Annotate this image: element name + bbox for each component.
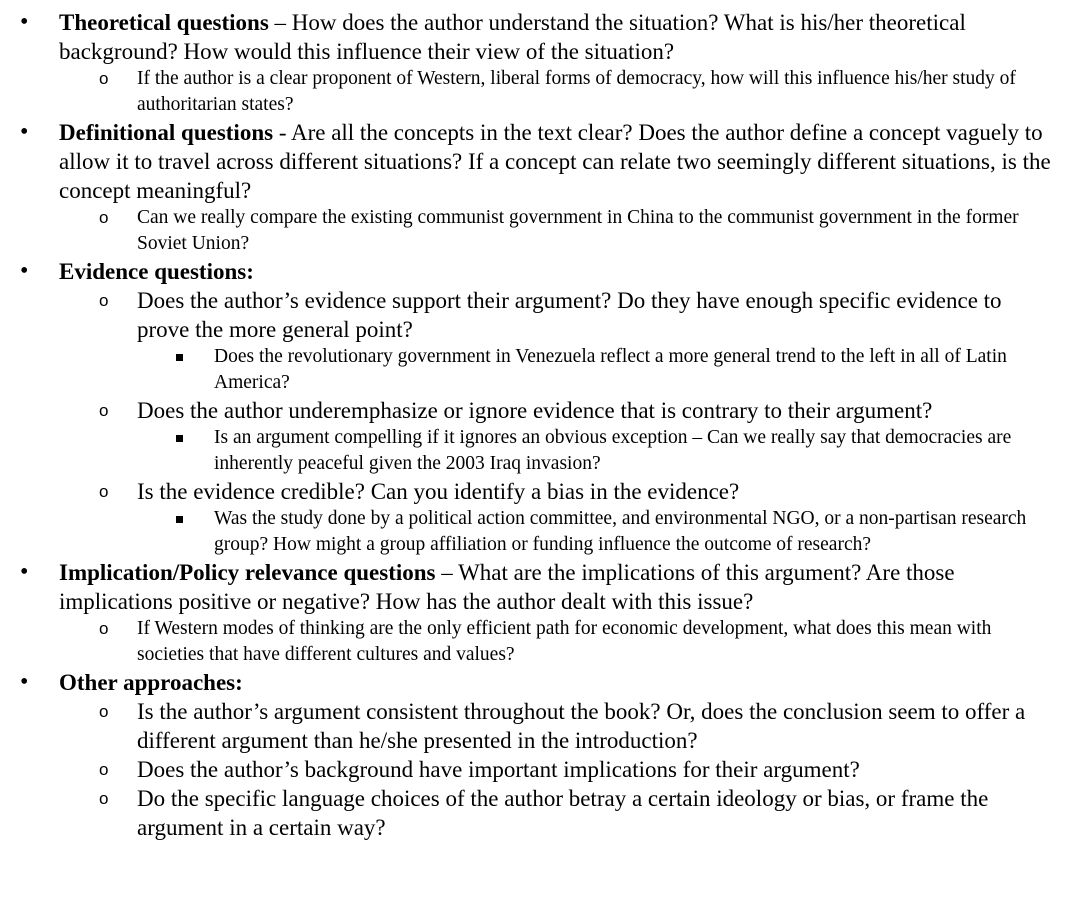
bullet-icon: • <box>20 258 29 284</box>
bullet-item <box>0 118 1074 205</box>
bullet-icon: • <box>20 9 29 35</box>
section-heading: Definitional questions <box>59 120 274 145</box>
sub-bullet-item <box>0 697 1074 755</box>
square-bullet-icon <box>176 435 183 442</box>
section-heading: Evidence questions: <box>59 259 254 284</box>
circle-bullet-icon: o <box>99 291 109 310</box>
bullet-icon: • <box>20 119 29 145</box>
sub-bullet-text: Is the author’s argument consistent throughout the book? Or, does the conclusion seem to offer a different argument than he/she presented in the introduction? <box>137 699 1026 753</box>
sub-bullet-text: Does the author’s evidence support their argument? Do they have enough specific evidence to prove the more general point? <box>137 288 1002 342</box>
square-bullet-icon <box>176 516 183 523</box>
sub-bullet-text: Does the author underemphasize or ignore evidence that is contrary to their argument? <box>137 398 933 423</box>
section-heading: Implication/Policy relevance questions <box>59 560 436 585</box>
sub-bullet-item <box>0 616 1074 668</box>
section-heading: Other approaches: <box>59 670 243 695</box>
sub-bullet-text: Can we really compare the existing communist government in China to the communist government in the former Soviet Union? <box>137 207 1019 254</box>
circle-bullet-icon: o <box>99 702 109 721</box>
sub-bullet-item <box>0 755 1074 784</box>
sub-bullet-item <box>0 286 1074 344</box>
bullet-icon: • <box>20 669 29 695</box>
square-bullet-text: Was the study done by a political action committee, and environmental NGO, or a non-partisan research group? How might a group affiliation or funding influence the outcome of research? <box>214 508 1027 555</box>
square-bullet-text: Does the revolutionary government in Venezuela reflect a more general trend to the left in all of Latin America? <box>214 346 1007 393</box>
square-bullet-text: Is an argument compelling if it ignores an obvious exception – Can we really say that democracies are inherently peaceful given the 2003 Iraq invasion? <box>214 427 1012 474</box>
bullet-icon: • <box>20 559 29 585</box>
sub-bullet-text: Do the specific language choices of the author betray a certain ideology or bias, or frame the argument in a certain way? <box>137 786 989 840</box>
section-text: – How does the author understand the situation? What is his/her theoretical background? How would this influence their view of the situation? <box>59 10 966 64</box>
sub-bullet-text: If Western modes of thinking are the only efficient path for economic development, what does this mean with societies that have different cultures and values? <box>137 618 992 665</box>
sub-bullet-item <box>0 784 1074 842</box>
circle-bullet-icon: o <box>99 208 109 227</box>
sub-bullet-item <box>0 205 1074 257</box>
sub-bullet-item <box>0 477 1074 506</box>
bullet-item <box>0 8 1074 66</box>
section-text: – What are the implications of this argument? Are those implications positive or negative? How has the author dealt with this issue? <box>59 560 955 614</box>
square-bullet-icon <box>176 354 183 361</box>
circle-bullet-icon: o <box>99 619 109 638</box>
bullet-item <box>0 257 1074 286</box>
sub-bullet-item <box>0 396 1074 425</box>
sub-bullet-item <box>0 66 1074 118</box>
sub-bullet-text: If the author is a clear proponent of Western, liberal forms of democracy, how will this influence his/her study of authoritarian states? <box>137 68 1016 115</box>
section-text: - Are all the concepts in the text clear? Does the author define a concept vaguely to allow it to travel across different situations? If a concept can relate two seemingly different situations, is the concept meaningful? <box>59 120 1051 203</box>
sub-bullet-text: Is the evidence credible? Can you identify a bias in the evidence? <box>137 479 740 504</box>
document-body <box>0 8 1074 842</box>
square-bullet-item <box>0 344 1074 396</box>
circle-bullet-icon: o <box>99 482 109 501</box>
circle-bullet-icon: o <box>99 760 109 779</box>
section-heading: Theoretical questions <box>59 10 269 35</box>
bullet-item <box>0 668 1074 697</box>
square-bullet-item <box>0 506 1074 558</box>
bullet-item <box>0 558 1074 616</box>
circle-bullet-icon: o <box>99 69 109 88</box>
circle-bullet-icon: o <box>99 789 109 808</box>
square-bullet-item <box>0 425 1074 477</box>
sub-bullet-text: Does the author’s background have important implications for their argument? <box>137 757 860 782</box>
circle-bullet-icon: o <box>99 401 109 420</box>
